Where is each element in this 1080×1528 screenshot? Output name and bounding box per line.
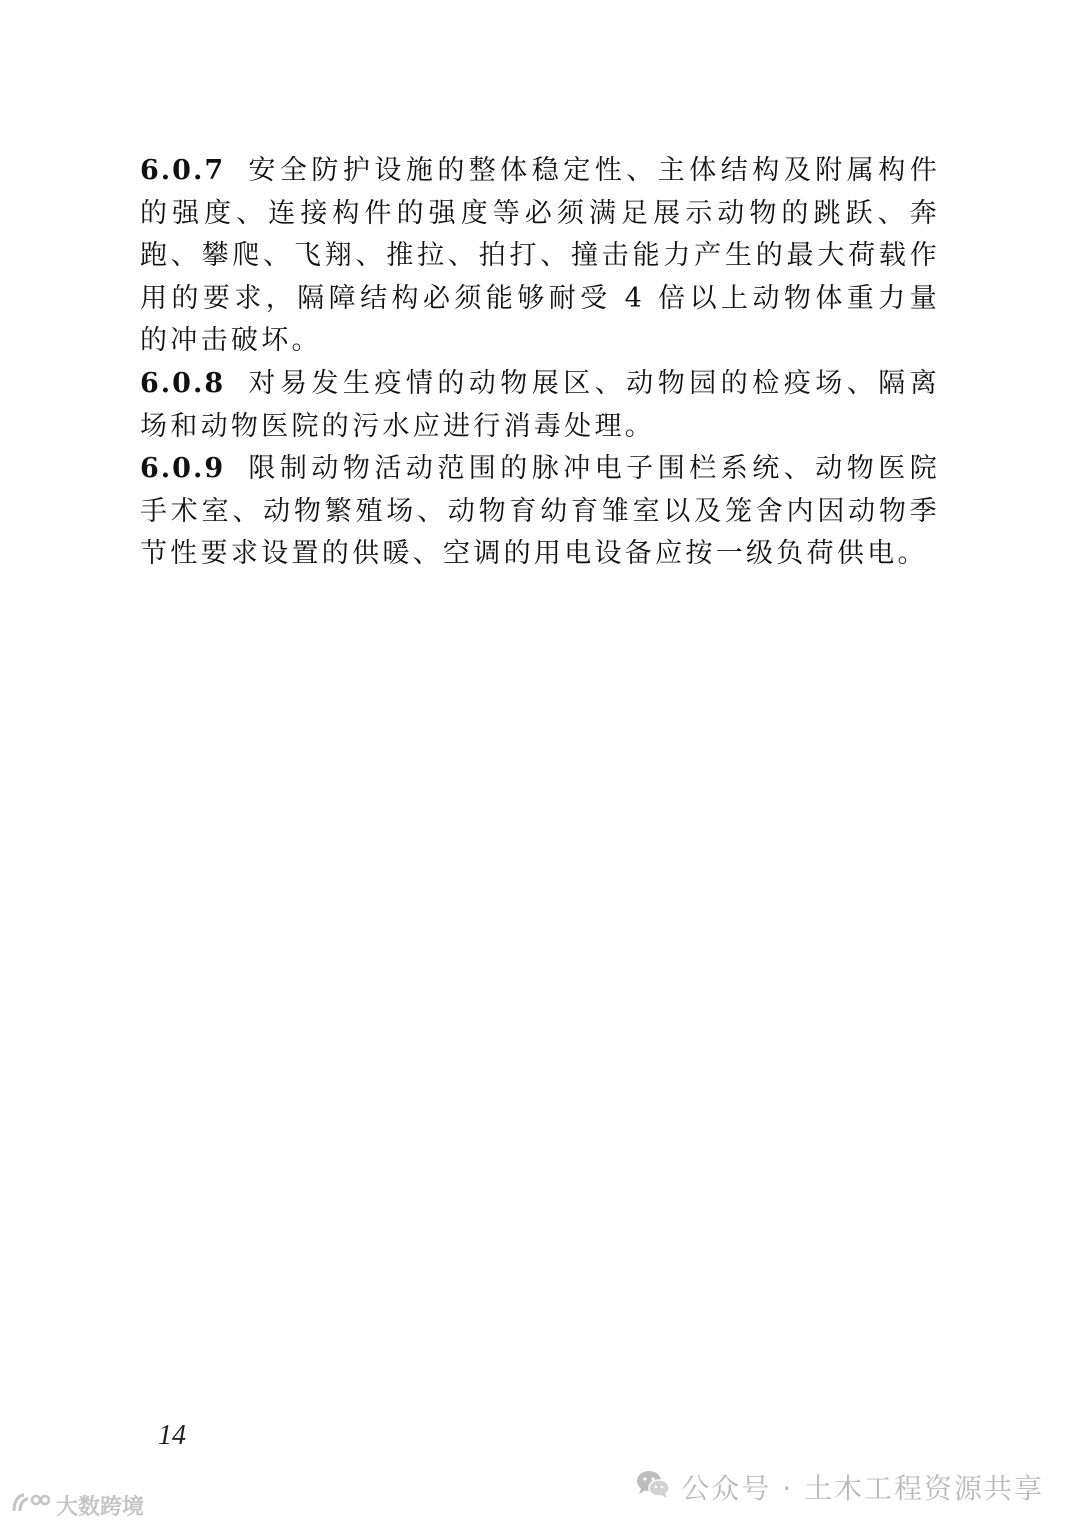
watermark-text: 公众号 · 土木工程资源共享 <box>681 1472 1044 1505</box>
clause-6-0-8 <box>140 363 940 448</box>
clause-text: 限制动物活动范围的脉冲电子围栏系统、动物医院手术室、动物繁殖场、动物育幼育雏室以及笼舍内因动物季节性要求设置的供暖、空调的用电设备应按一级负荷供电。 <box>140 453 940 570</box>
watermark-brand <box>10 1490 144 1521</box>
wechat-icon <box>635 1469 671 1506</box>
brand-text: 大数跨境 <box>56 1495 145 1520</box>
clause-6-0-7 <box>140 150 940 363</box>
clause-number: 6.0.9 <box>140 453 226 485</box>
clause-list <box>140 150 940 576</box>
clause-number: 6.0.8 <box>140 367 226 399</box>
clause-number: 6.0.7 <box>140 155 226 186</box>
clause-6-0-9 <box>140 448 940 576</box>
page-number: 14 <box>158 1420 186 1451</box>
brand-logo-icon <box>10 1491 50 1521</box>
clause-text: 安全防护设施的整体稳定性、主体结构及附属构件的强度、连接构件的强度等必须满足展示动物的跳跃、奔跑、攀爬、飞翔、推拉、拍打、撞击能力产生的最大荷载作用的要求，隔障结构必须能够耐受 4 倍以上动物体重力量的冲击破坏。 <box>140 155 940 357</box>
watermark-wechat <box>635 1467 1044 1507</box>
clause-text: 对易发生疫情的动物展区、动物园的检疫场、隔离场和动物医院的污水应进行消毒处理。 <box>140 367 940 442</box>
